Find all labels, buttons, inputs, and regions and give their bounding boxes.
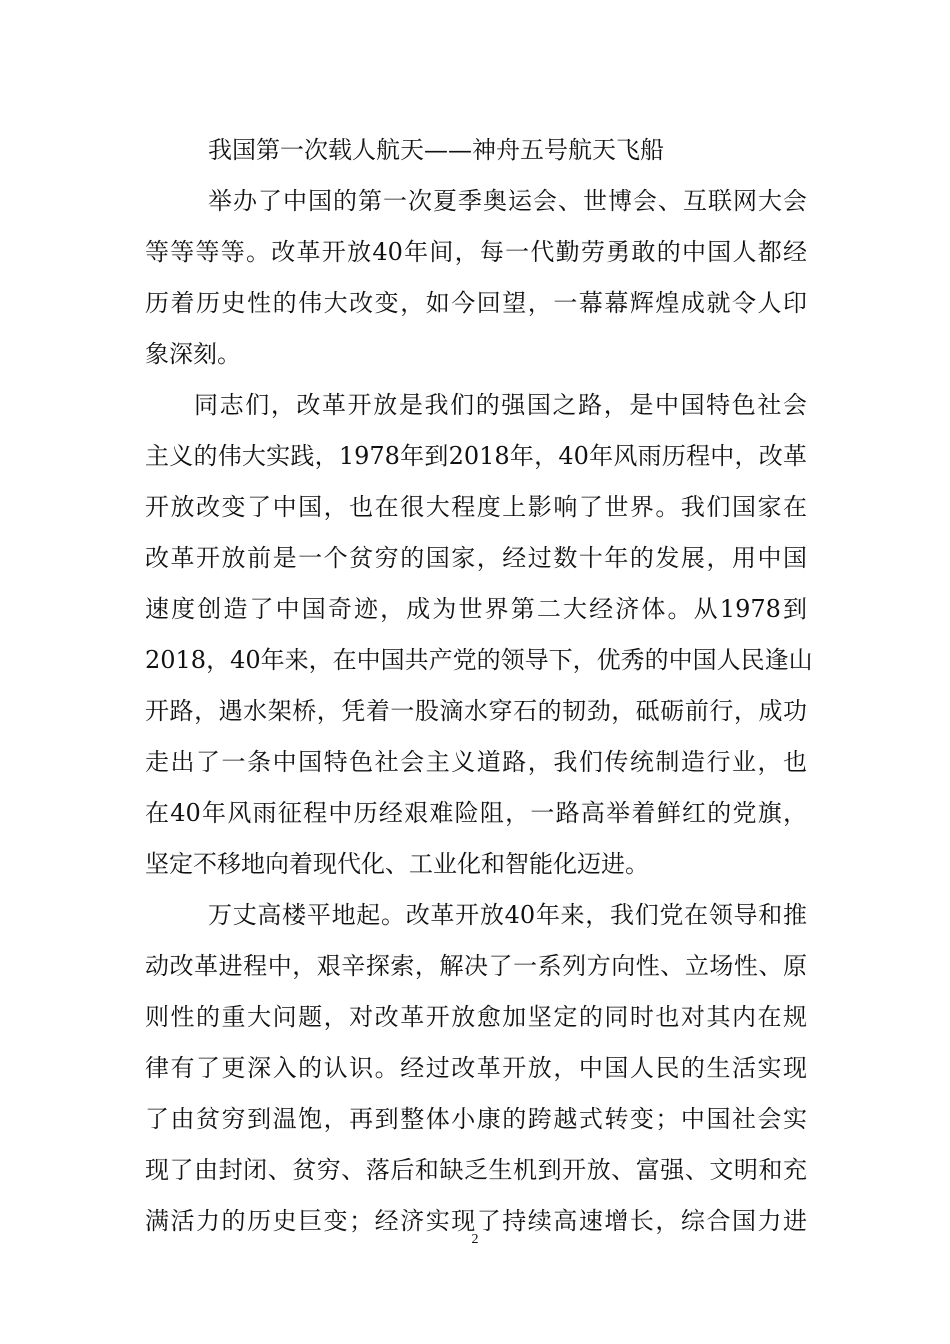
text-line: 动改革进程中，艰辛探索，解决了一系列方向性、立场性、原: [145, 952, 807, 980]
text-line: 举办了中国的第一次夏季奥运会、世博会、互联网大会: [208, 187, 807, 215]
text-line: 开放改变了中国，也在很大程度上影响了世界。我们国家在: [145, 493, 807, 521]
text-line: 同志们，改革开放是我们的强国之路，是中国特色社会: [194, 391, 807, 419]
text-line: 历着历史性的伟大改变，如今回望，一幕幕辉煌成就令人印: [145, 289, 807, 317]
text-line: 速度创造了中国奇迹，成为世界第二大经济体。从1978到: [145, 595, 807, 623]
text-line: 律有了更深入的认识。经过改革开放，中国人民的生活实现: [145, 1054, 807, 1082]
page-number: 2: [471, 1232, 479, 1247]
text-line: 满活力的历史巨变；经济实现了持续高速增长，综合国力进: [145, 1207, 807, 1235]
text-line: 2018，40年来，在中国共产党的领导下，优秀的中国人民逢山: [145, 646, 813, 674]
text-line: 现了由封闭、贫穷、落后和缺乏生机到开放、富强、文明和充: [145, 1156, 807, 1184]
text-line: 象深刻。: [145, 340, 241, 368]
text-line: 我国第一次载人航天——神舟五号航天飞船: [208, 136, 664, 164]
text-line: 了由贫穷到温饱，再到整体小康的跨越式转变；中国社会实: [145, 1105, 807, 1133]
text-line: 走出了一条中国特色社会主义道路，我们传统制造行业，也: [145, 748, 807, 776]
text-line: 主义的伟大实践，1978年到2018年，40年风雨历程中，改革: [145, 442, 807, 470]
text-line: 万丈高楼平地起。改革开放40年来，我们党在领导和推: [208, 901, 807, 929]
text-line: 坚定不移地向着现代化、工业化和智能化迈进。: [145, 850, 649, 878]
text-line: 改革开放前是一个贫穷的国家，经过数十年的发展，用中国: [145, 544, 807, 572]
text-line: 在40年风雨征程中历经艰难险阻，一路高举着鲜红的党旗，: [145, 799, 807, 827]
text-line: 则性的重大问题，对改革开放愈加坚定的同时也对其内在规: [145, 1003, 807, 1031]
text-line: 等等等等。改革开放40年间，每一代勤劳勇敢的中国人都经: [145, 238, 807, 266]
text-line: 开路，遇水架桥，凭着一股滴水穿石的韧劲，砥砺前行，成功: [145, 697, 807, 725]
